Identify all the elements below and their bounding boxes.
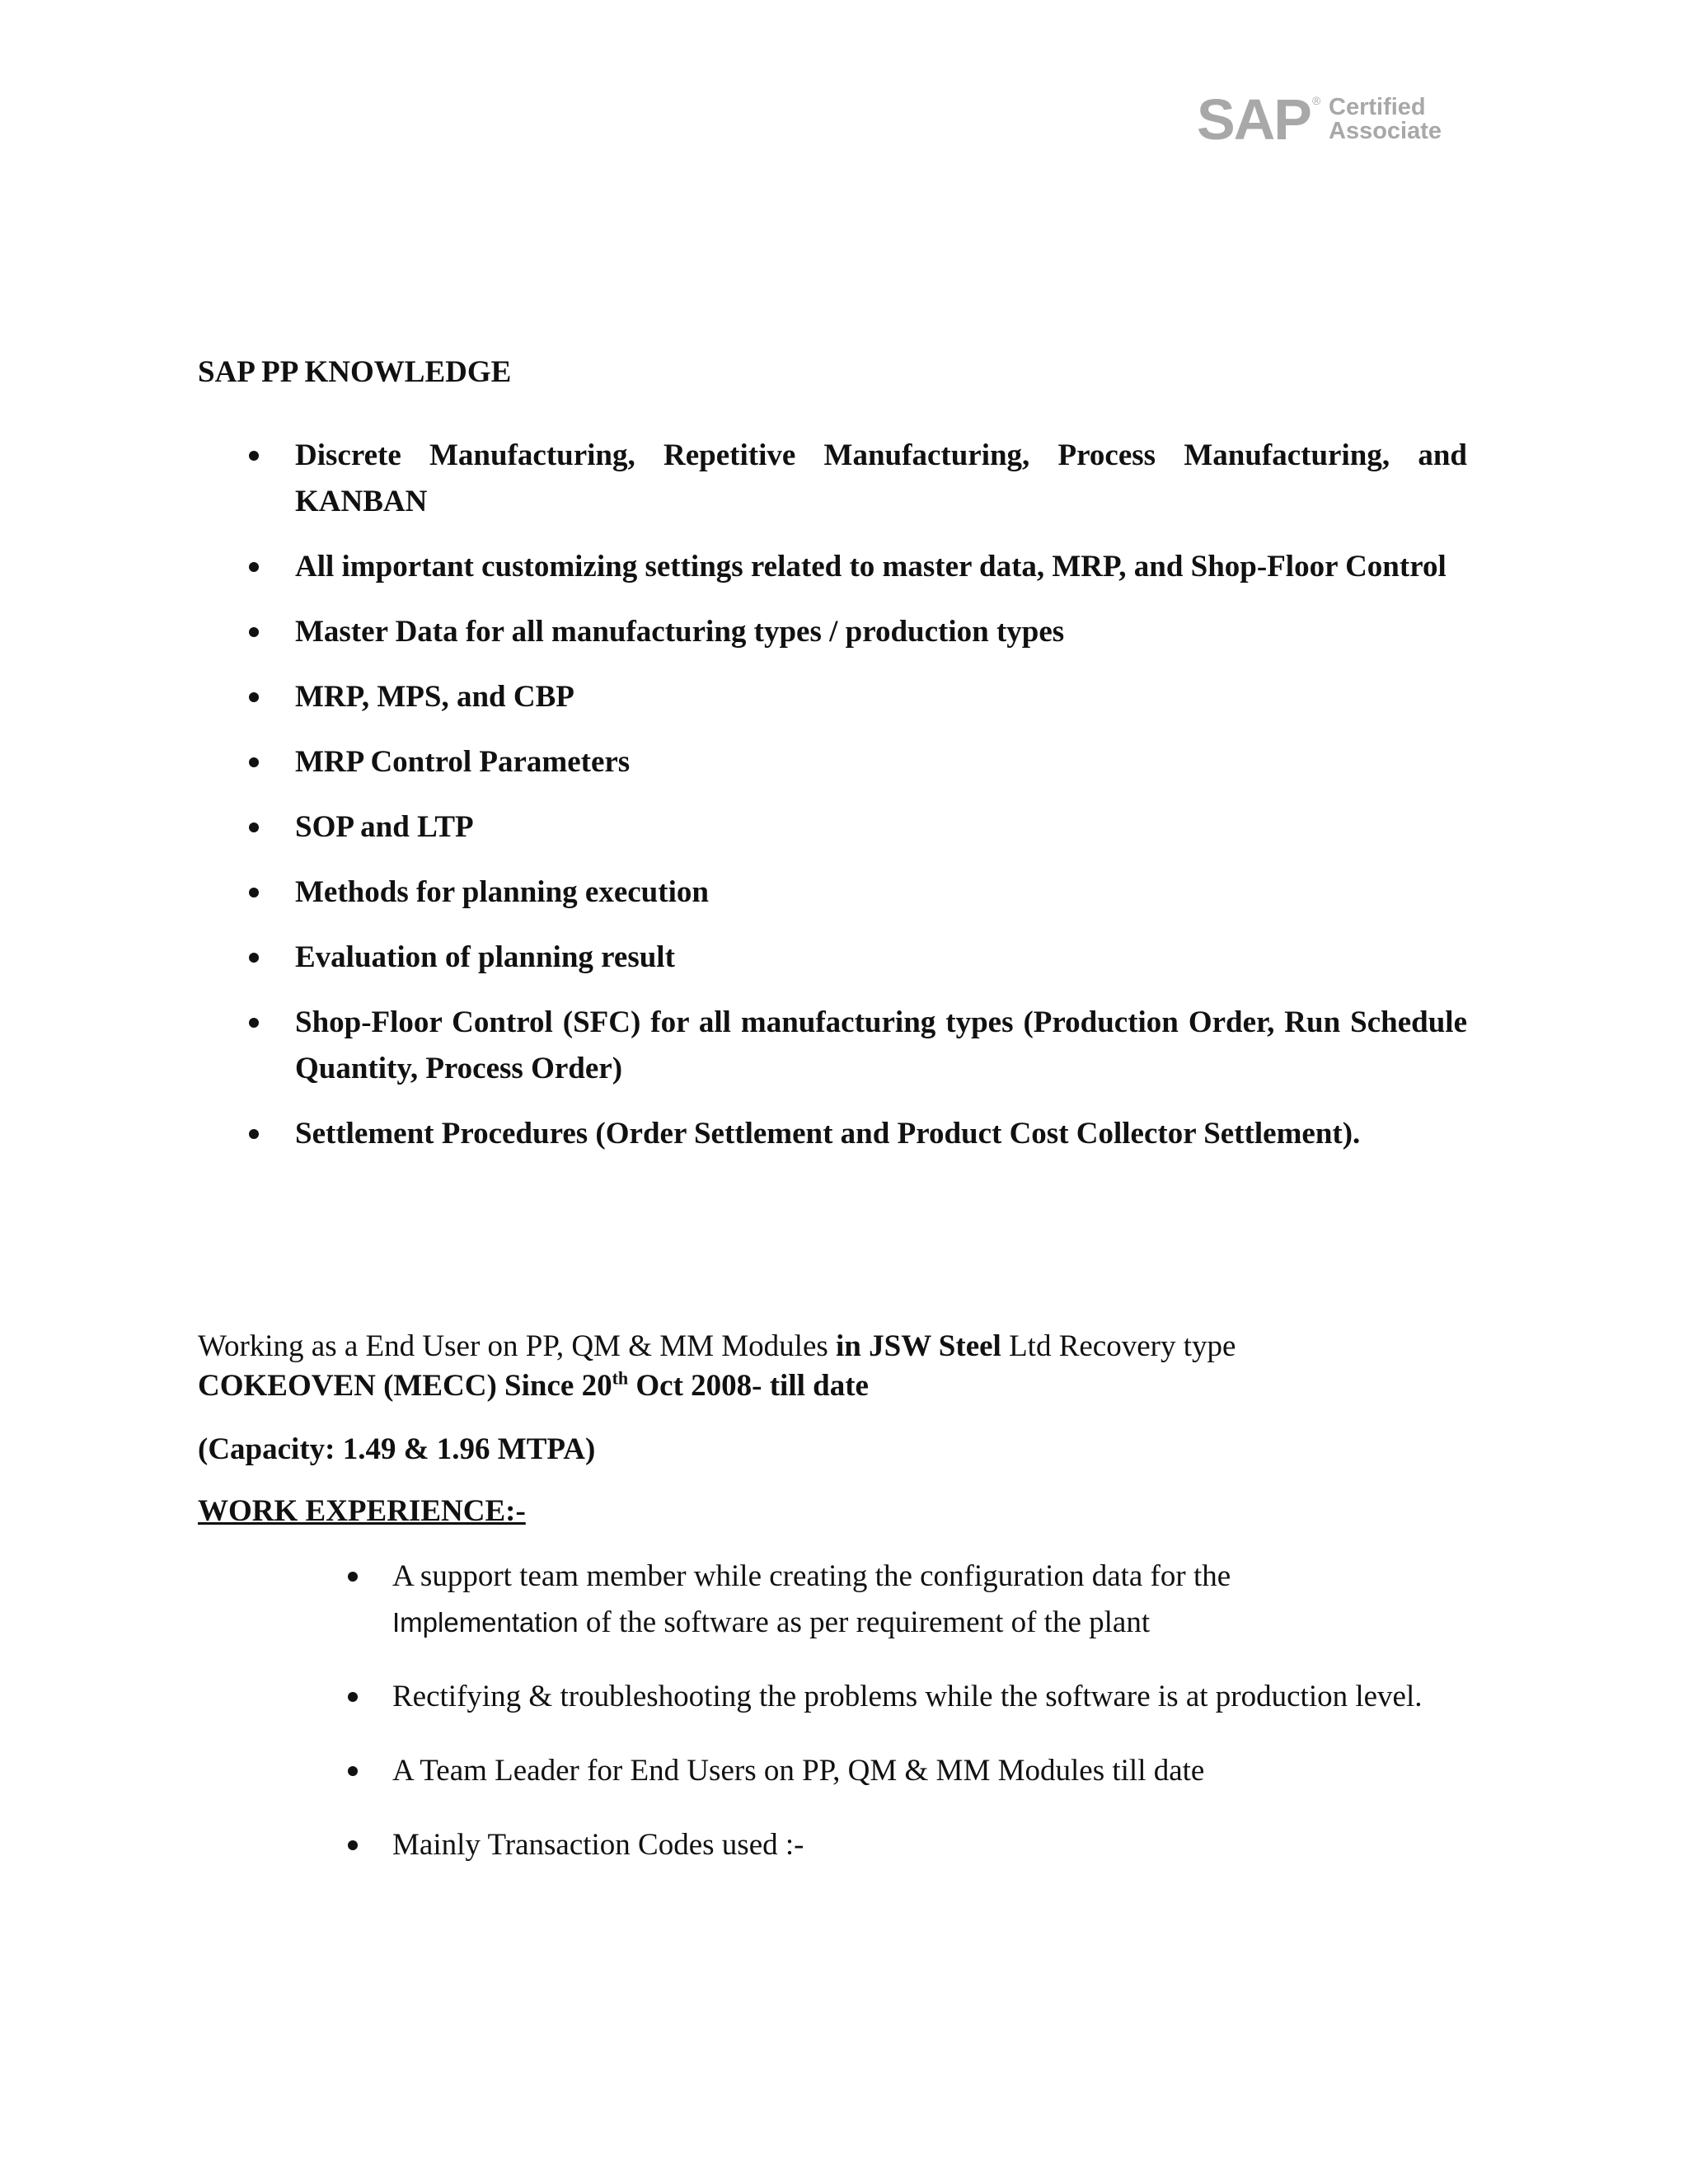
employment-period-text: Oct 2008- till date <box>628 1369 869 1403</box>
sap-certified-associate-logo <box>1197 87 1477 152</box>
list-item-text: A Team Leader for End Users on PP, QM & MM Modules till date <box>392 1754 1205 1788</box>
list-item <box>198 674 1467 720</box>
bullet-icon <box>348 1692 358 1702</box>
logo-registered-mark: ® <box>1312 94 1321 107</box>
list-item <box>297 1748 1467 1794</box>
section-title-work-experience: WORK EXPERIENCE:- <box>198 1494 526 1528</box>
list-item-text: MRP, MPS, and CBP <box>295 680 574 714</box>
list-item <box>198 544 1467 590</box>
logo-brand: SAP <box>1197 87 1311 152</box>
list-item-text-word: Implementation <box>392 1607 579 1638</box>
list-item <box>198 869 1467 916</box>
bullet-icon <box>348 1766 358 1776</box>
list-item-text: Settlement Procedures (Order Settlement and Product Cost Collector Settlement). <box>295 1117 1361 1151</box>
list-item <box>297 1822 1467 1868</box>
list-item-text: Discrete Manufacturing, Repetitive Manufacturing, Process Manufacturing, and KANBAN <box>295 438 1467 518</box>
employment-line-1 <box>198 1327 1484 1366</box>
employment-line-2 <box>198 1366 1484 1406</box>
employment-type-text: Ltd Recovery type <box>1001 1329 1236 1363</box>
list-item-text: A support team member while creating the configuration data for the <box>392 1559 1231 1593</box>
employer-name: in JSW Steel <box>836 1329 1001 1363</box>
bullet-icon <box>249 692 259 702</box>
work-experience-list <box>297 1554 1467 1896</box>
list-item-text: Methods for planning execution <box>295 875 709 909</box>
logo-caption-line1: Certified <box>1329 94 1426 120</box>
capacity-text: (Capacity: 1.49 & 1.96 MTPA) <box>198 1432 596 1466</box>
list-item-text: Master Data for all manufacturing types / production types <box>295 615 1065 649</box>
list-item-text: MRP Control Parameters <box>295 745 631 779</box>
list-item <box>198 1000 1467 1092</box>
bullet-icon <box>249 888 259 898</box>
list-item <box>198 804 1467 851</box>
list-item-text: SOP and LTP <box>295 810 474 844</box>
list-item-text: All important customizing settings related to master data, MRP, and Shop-Floor Control <box>295 550 1447 583</box>
bullet-icon <box>249 1129 259 1139</box>
ordinal-suffix: th <box>612 1367 629 1389</box>
logo-caption-line2: Associate <box>1329 118 1442 144</box>
bullet-icon <box>249 757 259 767</box>
bullet-icon <box>249 953 259 963</box>
list-item-text: of the software as per requirement of the plant <box>578 1605 1151 1639</box>
employment-summary <box>198 1327 1484 1406</box>
list-item-text: Shop-Floor Control (SFC) for all manufacturing types (Production Order, Run Schedule Quantity, Process Order) <box>295 1005 1467 1085</box>
list-item <box>297 1554 1467 1646</box>
bullet-icon <box>348 1572 358 1582</box>
knowledge-list <box>198 433 1467 1176</box>
list-item <box>297 1674 1467 1720</box>
section-title-sap-pp-knowledge: SAP PP KNOWLEDGE <box>198 355 512 389</box>
bullet-icon <box>249 451 259 461</box>
list-item-text: Mainly Transaction Codes used :- <box>392 1828 804 1862</box>
employment-role-text: Working as a End User on PP, QM & MM Modules <box>198 1329 837 1363</box>
list-item <box>198 739 1467 785</box>
bullet-icon <box>249 562 259 572</box>
list-item <box>198 433 1467 525</box>
logo-caption <box>1329 96 1442 143</box>
list-item <box>198 609 1467 655</box>
bullet-icon <box>249 627 259 637</box>
bullet-icon <box>348 1840 358 1850</box>
bullet-icon <box>249 1018 259 1028</box>
list-item-text: Evaluation of planning result <box>295 940 675 974</box>
employment-unit-text: COKEOVEN (MECC) Since 20 <box>198 1369 612 1403</box>
bullet-icon <box>249 823 259 832</box>
list-item <box>198 935 1467 981</box>
list-item-text: Rectifying & troubleshooting the problems while the software is at production level. <box>392 1680 1423 1713</box>
list-item <box>198 1111 1467 1157</box>
